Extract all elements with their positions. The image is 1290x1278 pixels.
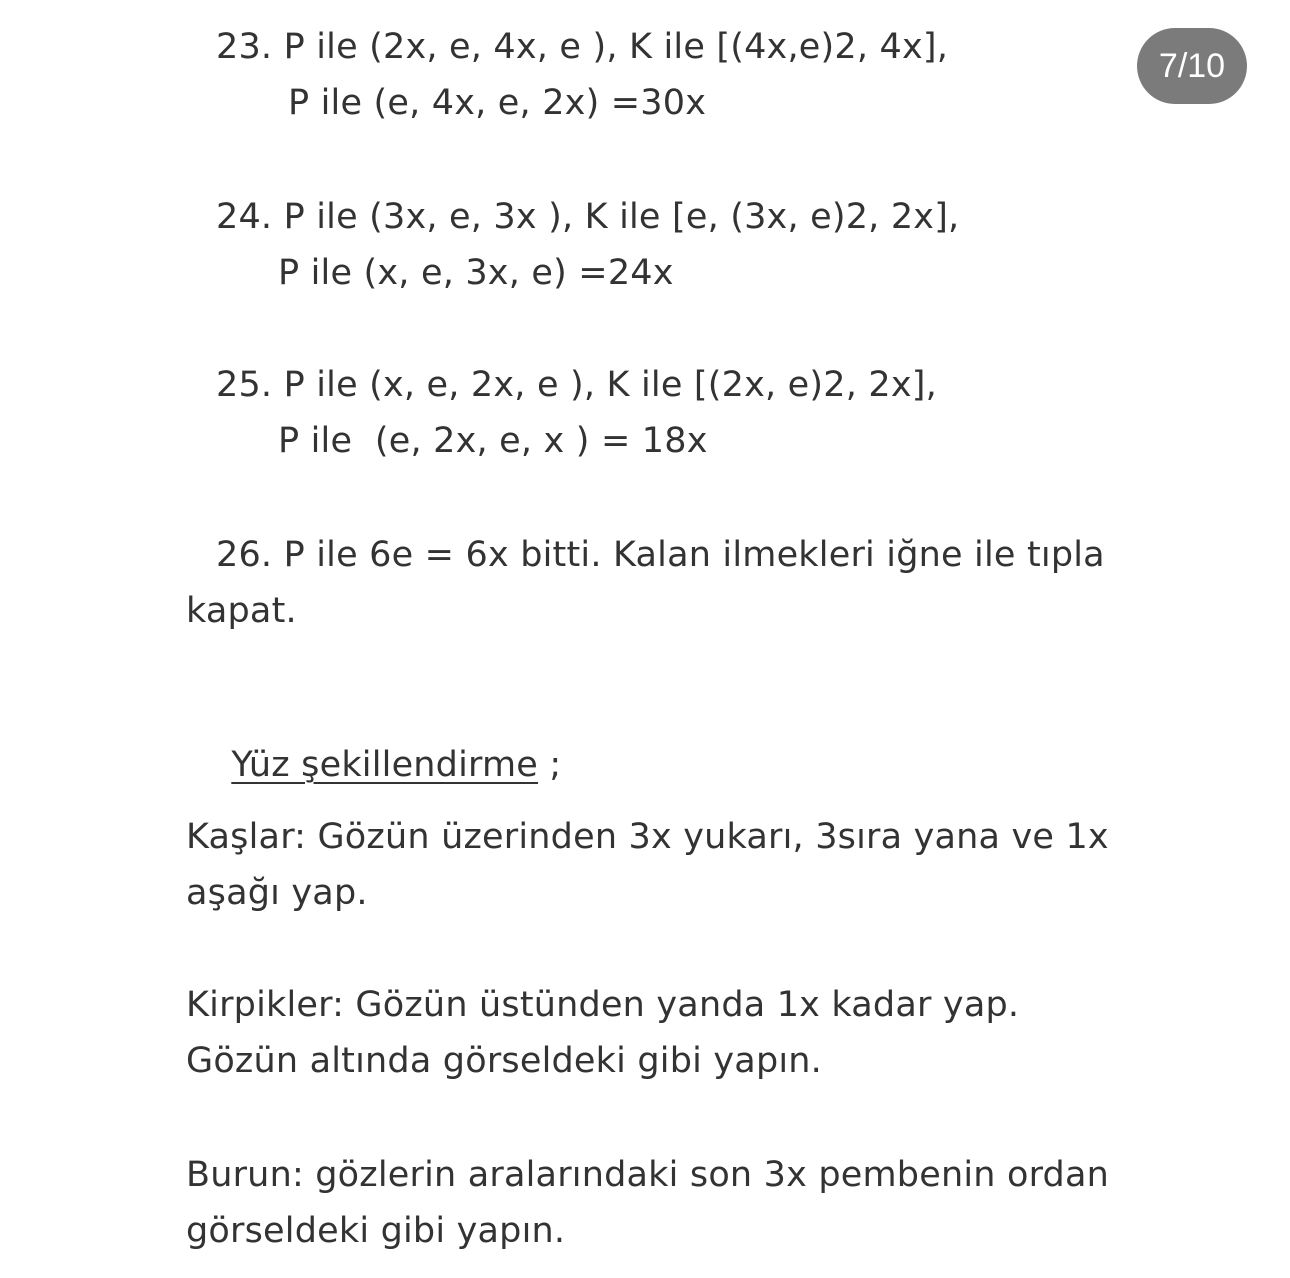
section-heading-suffix: ; [538, 745, 562, 785]
nose-paragraph-line-1: Burun: gözlerin aralarındaki son 3x pembenin ordan [186, 1155, 1109, 1195]
instruction-25-line-1: 25. P ile (x, e, 2x, e ), K ile [(2x, e)2, 2x], [216, 365, 937, 405]
section-heading [186, 702, 561, 828]
instruction-23-line-1: 23. P ile (2x, e, 4x, e ), K ile [(4x,e)2, 4x], [216, 27, 949, 67]
eyelashes-paragraph-line-1: Kirpikler: Gözün üstünden yanda 1x kadar yap. [186, 985, 1020, 1025]
page-indicator-badge: 7/10 [1137, 28, 1247, 104]
instruction-26-line-2: kapat. [186, 591, 297, 631]
instruction-24-line-1: 24. P ile (3x, e, 3x ), K ile [e, (3x, e)2, 2x], [216, 197, 960, 237]
instruction-26-line-1: 26. P ile 6e = 6x bitti. Kalan ilmekleri iğne ile tıpla [216, 535, 1105, 575]
instruction-23-line-2: P ile (e, 4x, e, 2x) =30x [288, 83, 707, 123]
instruction-24-line-2: P ile (x, e, 3x, e) =24x [278, 253, 674, 293]
eyebrows-paragraph-line-2: aşağı yap. [186, 873, 368, 913]
eyelashes-paragraph-line-2: Gözün altında görseldeki gibi yapın. [186, 1041, 822, 1081]
section-heading-text: Yüz şekillendirme [231, 745, 539, 785]
nose-paragraph-line-2: görseldeki gibi yapın. [186, 1211, 566, 1251]
instruction-25-line-2: P ile (e, 2x, e, x ) = 18x [278, 421, 708, 461]
eyebrows-paragraph-line-1: Kaşlar: Gözün üzerinden 3x yukarı, 3sıra yana ve 1x [186, 817, 1109, 857]
